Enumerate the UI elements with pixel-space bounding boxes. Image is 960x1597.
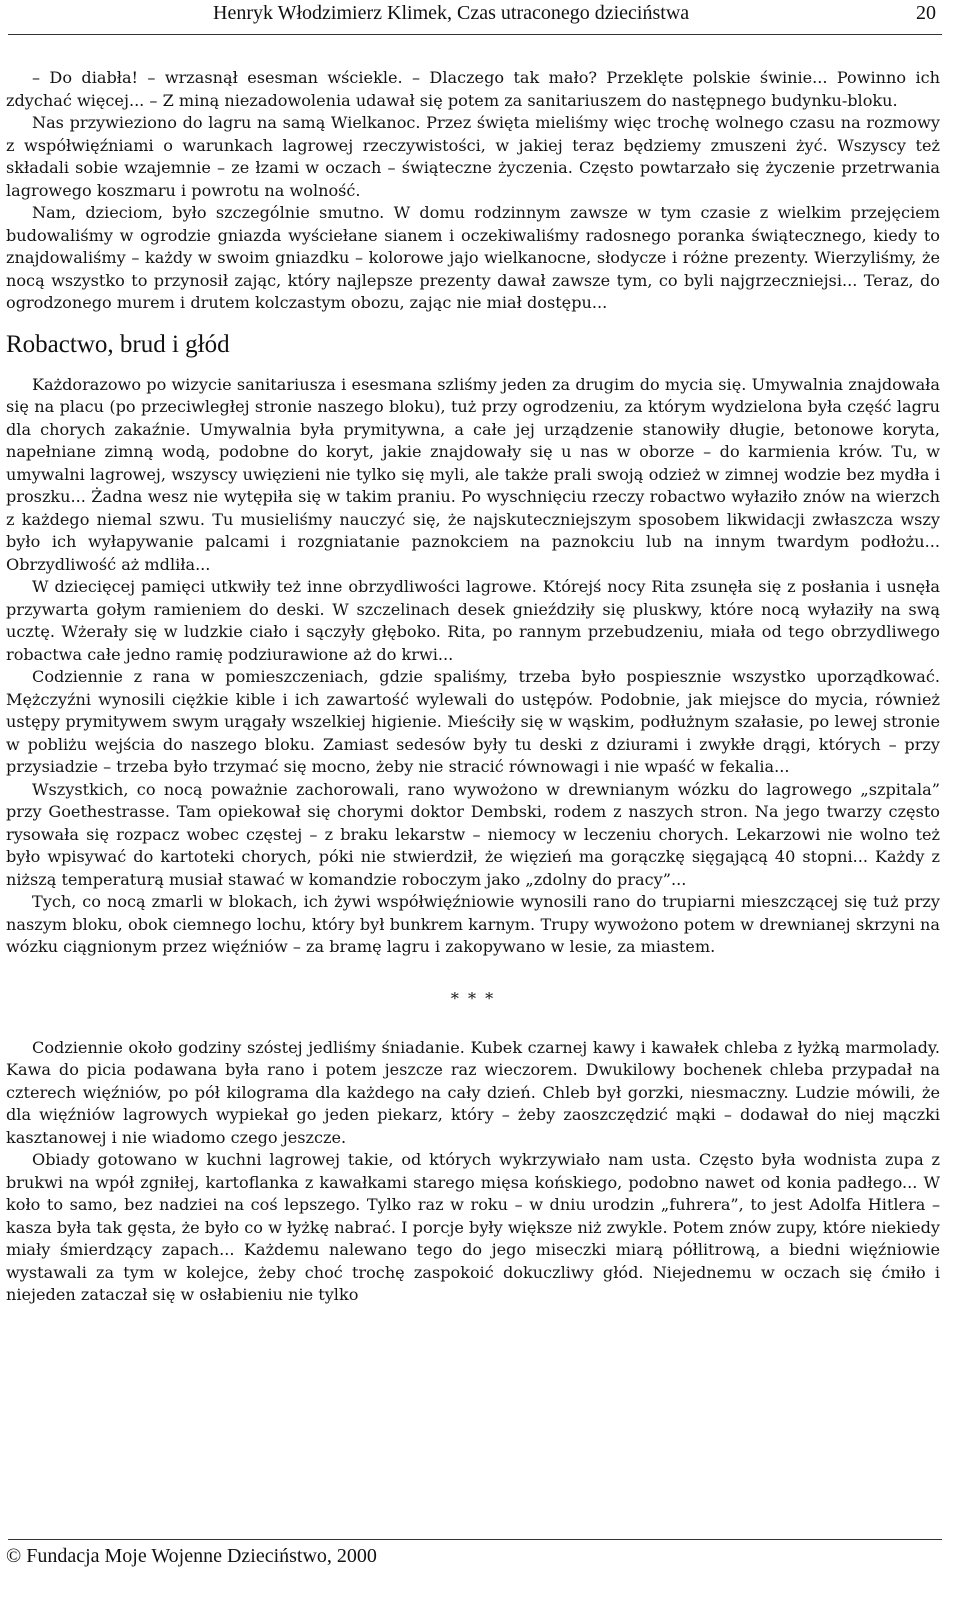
paragraph: Każdorazowo po wizycie sanitariusza i esesmana szliśmy jeden za drugim do mycia się. Umywalnia znajdowała się na placu (po przeciwległej stronie naszego bloku), tuż przy ogrodzeniu, za którym wydzielona była część lagru dla chorych zakaźnie. Umywalnia była prymitywna, a całe jej urządzenie stanowiły długie, betonowe koryta, napełniane zimną wodą, podobne do koryt, jakie znajdowały się u nas w oborze – do karmienia krów. Tu, w umywalni lagrowej, wszyscy uwięzieni nie tylko się myli, ale także prali swoją odzież w zimnej wodzie bez mydła i proszku... Żadna wesz nie wytępiła się w takim praniu. Po wyschnięciu rzeczy robactwo wyłaziło znów na wierzch z każdego niemal szwu. Tu musieliśmy nauczyć się, że najskuteczniejszym sposobem likwidacji zwłaszcza wszy było ich wyłapywanie palcami i rozgniatanie paznokciem na paznokciu lub na innym twardym podłożu... Obrzydliwość aż mdliła...: [6, 374, 940, 574]
paragraph: W dziecięcej pamięci utkwiły też inne obrzydliwości lagrowe. Którejś nocy Rita zsunęła się z posłania i usnęła przywarta gołym ramieniem do deski. W szczelinach desek gnieździły się pluskwy, które nocą wyłaziły na swą ucztę. Wżerały się w ludzkie ciało i sączyły głęboko. Rita, po rannym przebudzeniu, miała od tego obrzydliwego robactwa całe jedno ramię podziurawione aż do krwi...: [6, 577, 940, 664]
paragraph: Codziennie około godziny szóstej jedliśmy śniadanie. Kubek czarnej kawy i kawałek chleba z łyżką marmolady. Kawa do picia podawana była rano i potem jeszcze raz wieczorem. Dwukilowy bochenek chleba przypadał na czterech więźniów, po pół kilograma dla każdego na cały dzień. Chleb był gorzki, niesmaczny. Ludzie mówili, że dla więźniów lagrowych wypiekał go jeden piekarz, który – żeby zaoszczędzić mąki – dodawał do niej mączki kasztanowej i nie wiadomo czego jeszcze.: [6, 1037, 940, 1147]
running-title: Henryk Włodzimierz Klimek, Czas utraconego dzieciństwa: [213, 2, 690, 24]
footer-divider: [8, 1539, 942, 1540]
paragraph: Codziennie z rana w pomieszczeniach, gdzie spaliśmy, trzeba było pospiesznie wszystko uporządkować. Mężczyźni wynosili ciężkie kible i ich zawartość wylewali do ustępów. Podobnie, jak miejsce do mycia, również ustępy prymitywem swym urągały wszelkiej higienie. Mieściły się w wąskim, podłużnym szałasie, po lewej stronie w pobliżu wejścia do naszego bloku. Zamiast sedesów były tu deski z dziurami i zwykłe drągi, których – przy przysiadzie – trzeba było trzymać się mocno, żeby nie stracić równowagi i nie wpaść w fekalia...: [6, 667, 940, 776]
document-body: [6, 67, 940, 1307]
page-footer: [0, 1539, 960, 1597]
page-header: [8, 0, 942, 35]
paragraph: Nas przywieziono do lagru na samą Wielkanoc. Przez święta mieliśmy więc trochę wolnego czasu na rozmowy z współwięźniami o warunkach lagrowej rzeczywistości, w jakiej teraz będziemy zmuszeni żyć. Wszyscy też składali sobie wzajemnie – ze łzami w oczach – świąteczne życzenia. Często powtarzało się życzenie przetrwania lagrowego koszmaru i powrotu na wolność.: [6, 113, 940, 200]
paragraph: Nam, dzieciom, było szczególnie smutno. W domu rodzinnym zawsze w tym czasie z wielkim przejęciem budowaliśmy w ogrodzie gniazda wyściełane sianem i oczekiwaliśmy radosnego poranka świątecznego, kiedy to znajdowaliśmy – każdy w swoim gniazdku – kolorowe jajo wielkanocne, słodycze i różne prezenty. Wierzyliśmy, że nocą wszystko to przynosił zając, który najlepsze prezenty dawał zawsze tym, co byli najgrzeczniejsi... Teraz, do ogrodzonego murem i drutem kolczastym obozu, zając nie miał dostępu...: [6, 203, 940, 312]
section-separator: * * *: [450, 988, 496, 1008]
paragraph: – Do diabła! – wrzasnął esesman wściekle. – Dlaczego tak mało? Przeklęte polskie świnie... Powinno ich zdychać więcej... – Z miną niezadowolenia udawał się potem za sanitariuszem do następnego budynku-bloku.: [6, 68, 940, 110]
paragraph: Wszystkich, co nocą poważnie zachorowali, rano wywożono w drewnianym wózku do lagrowego „szpitala” przy Goethestrasse. Tam opiekował się chorymi doktor Dembski, rodem z naszych stron. Na jego twarzy często rysowała się rozpacz wobec częstej – z braku lekarstw – niemocy w leczeniu chorych. Lekarzowi nie wolno też było wpisywać do kartoteki chorych, póki nie stwierdził, że więzień ma gorączkę sięgającą 40 stopni... Każdy z niższą temperaturą musiał stawać w komandzie roboczym jako „zdolny do pracy”...: [6, 779, 940, 889]
section-heading: Robactwo, brud i głód: [6, 330, 230, 358]
paragraph: Tych, co nocą zmarli w blokach, ich żywi współwięźniowie wynosili rano do trupiarni mieszczącej się tuż przy naszym bloku, obok ciemnego lochu, który był bunkrem karnym. Trupy wywożono potem w drewnianej skrzyni na wózku ciągnionym przez więźniów – za bramę lagru i zakopywano w lesie, za miastem.: [6, 892, 940, 956]
copyright-notice: © Fundacja Moje Wojenne Dzieciństwo, 2000: [6, 1545, 377, 1567]
paragraph: Obiady gotowano w kuchni lagrowej takie, od których wykrzywiało nam usta. Często była wodnista zupa z brukwi na wpół zgniłej, kartoflanka z kawałkami starego mięsa końskiego, podobno nawet od konia padłego... W koło to samo, bez nadziei na coś lepszego. Tylko raz w roku – w dniu urodzin „fuhrera”, to jest Adolfa Hitlera – kasza była tak gęsta, że było co w łyżkę nabrać. I porcje były większe niż zwykle. Potem znów zupy, które niekiedy miały śmierdzący zapach... Każdemu nalewano tego do jego miseczki miarą półlitrową, a biedni więźniowie wystawali za tym w kolejce, żeby choć trochę zaspokoić dokuczliwy głód. Niejednemu w oczach się ćmiło i niejeden zataczał się w osłabieniu nie tylko: [6, 1150, 940, 1304]
page-number: 20: [916, 2, 936, 24]
